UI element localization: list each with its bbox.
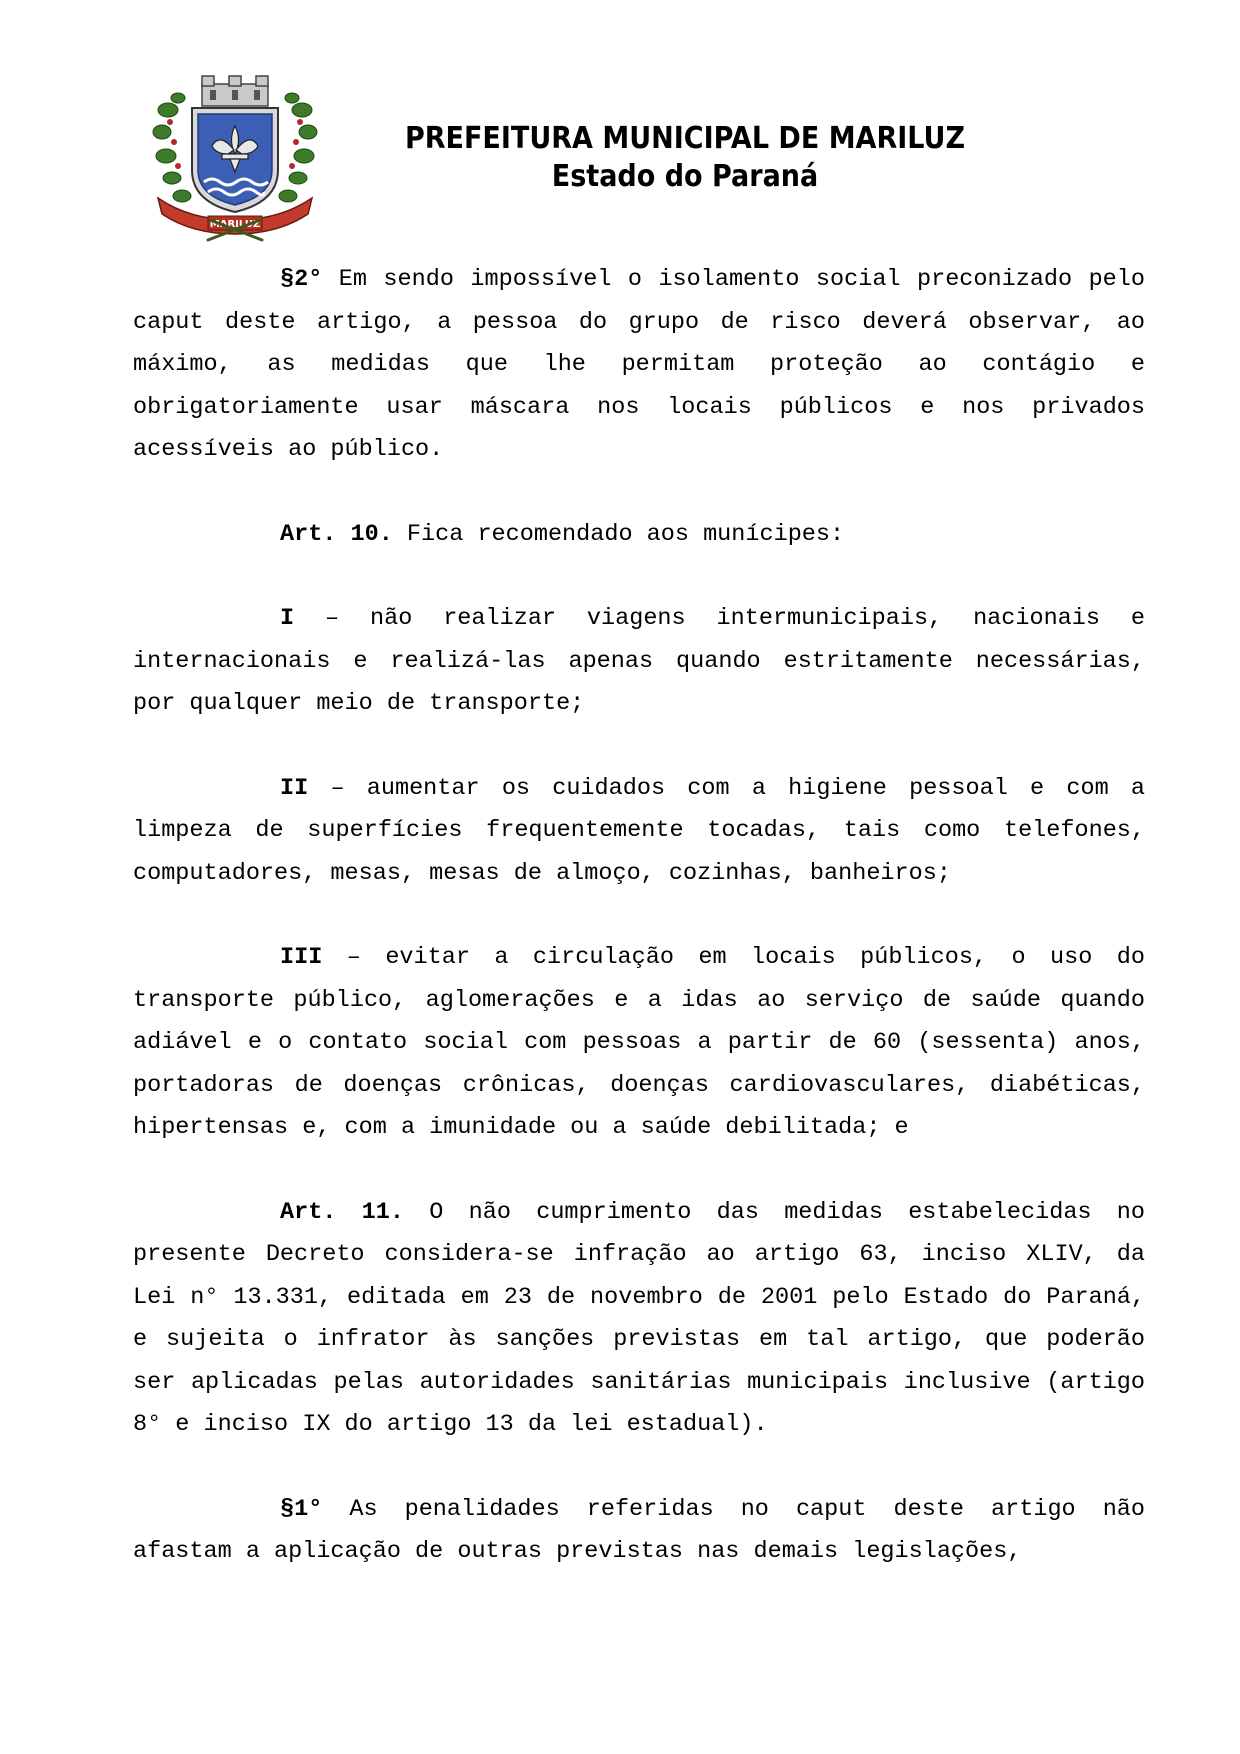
paragraph-text: As penalidades referidas no caput deste artigo não afastam a aplicação de outras previstas nas demais legislações, (133, 1495, 1145, 1565)
item-i (133, 598, 1145, 726)
title-block (320, 120, 1050, 196)
document-header (0, 0, 1240, 260)
item-text: – evitar a circulação em locais públicos, o uso do transporte público, aglomerações e a idas ao serviço de saúde quando adiável e o contato social com pessoas a partir de 60 (sessenta) anos, portadoras de doenças crônicas, doenças cardiovasculares, diabéticas, hipertensas e, com a imunidade ou a saúde debilitada; e (133, 944, 1145, 1141)
item-text: – aumentar os cuidados com a higiene pessoal e com a limpeza de superfícies frequentemente tocadas, tais como telefones, computadores, mesas, mesas de almoço, cozinhas, banheiros; (133, 774, 1145, 887)
document-body (133, 259, 1145, 1574)
article-10 (133, 514, 1145, 557)
paragraph-label: §1° (280, 1495, 323, 1523)
item-label: II (280, 774, 309, 802)
article-text: Fica recomendado aos munícipes: (392, 520, 845, 548)
item-ii (133, 768, 1145, 896)
item-label: I (280, 605, 295, 632)
item-label: III (280, 944, 323, 971)
article-label: Art. 10. (280, 520, 393, 548)
paragraph-label: §2° (280, 266, 323, 293)
coat-of-arms-icon (150, 70, 320, 242)
item-text: – não realizar viagens intermunicipais, nacionais e internacionais e realizá-las apenas quando estritamente necessárias, por qualquer meio de transporte; (133, 605, 1145, 717)
article-label: Art. 11. (280, 1198, 404, 1226)
paragraph-text: Em sendo impossível o isolamento social preconizado pelo caput deste artigo, a pessoa do grupo de risco deverá observar, ao máximo, as medidas que lhe permitam proteção ao contágio e obrigatoriamente usar máscara nos locais públicos e nos privados acessíveis ao público. (133, 266, 1145, 463)
article-text: O não cumprimento das medidas estabelecidas no presente Decreto considera-se infração ao artigo 63, inciso XLIV, da Lei n° 13.331, editada em 23 de novembro de 2001 pelo Estado do Paraná, e sujeita o infrator às sanções previstas em tal artigo, que poderão ser aplicadas pelas autoridades sanitárias municipais inclusive (artigo 8° e inciso IX do artigo 13 da lei estadual). (133, 1198, 1145, 1438)
page-subtitle: Estado do Paraná (551, 159, 819, 194)
paragraph-2 (133, 259, 1145, 472)
article-11 (133, 1192, 1145, 1447)
coat-banner-text: MARILUZ (209, 219, 261, 230)
item-iii (133, 937, 1145, 1150)
page-title: PREFEITURA MUNICIPAL DE MARILUZ (404, 121, 966, 156)
paragraph-1 (133, 1489, 1145, 1574)
